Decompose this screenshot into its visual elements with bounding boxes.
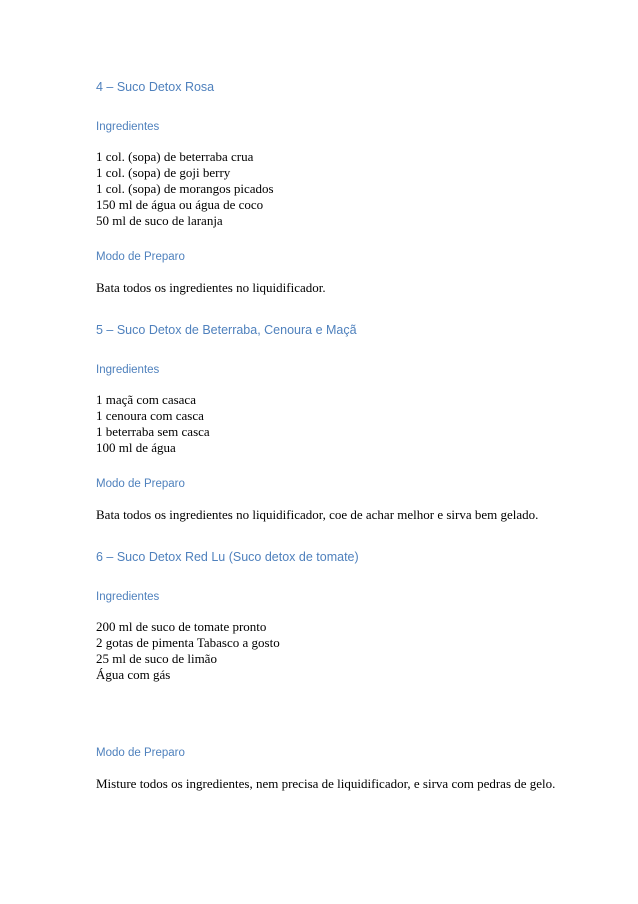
recipe-5 (96, 321, 556, 523)
recipe-title: 5 – Suco Detox de Beterraba, Cenoura e Maçã (96, 323, 357, 337)
ingredients-list (96, 149, 556, 229)
method-heading: Modo de Preparo (96, 747, 185, 759)
ingredient-item: 25 ml de suco de limão (96, 651, 217, 666)
method-text: Misture todos os ingredientes, nem precisa de liquidificador, e sirva com pedras de gelo. (96, 776, 556, 791)
ingredient-item: 100 ml de água (96, 440, 176, 455)
recipe-title: 4 – Suco Detox Rosa (96, 80, 215, 94)
document-page (96, 78, 556, 792)
ingredient-item: 2 gotas de pimenta Tabasco a gosto (96, 635, 280, 650)
ingredients-heading: Ingredientes (96, 364, 160, 376)
recipe-title: 6 – Suco Detox Red Lu (Suco detox de tomate) (96, 550, 359, 564)
ingredient-item: 1 col. (sopa) de goji berry (96, 165, 231, 180)
recipe-4 (96, 78, 556, 296)
ingredient-item: Água com gás (96, 667, 171, 682)
ingredient-item: 1 cenoura com casca (96, 408, 204, 423)
method-heading: Modo de Preparo (96, 478, 185, 490)
ingredients-heading: Ingredientes (96, 591, 160, 603)
method-text: Bata todos os ingredientes no liquidificador. (96, 280, 326, 295)
method-text: Bata todos os ingredientes no liquidificador, coe de achar melhor e sirva bem gelado. (96, 507, 539, 522)
ingredient-item: 50 ml de suco de laranja (96, 213, 223, 228)
recipe-6 (96, 548, 556, 792)
ingredient-item: 1 beterraba sem casca (96, 424, 210, 439)
ingredients-heading: Ingredientes (96, 121, 160, 133)
ingredient-item: 1 maçã com casaca (96, 392, 196, 407)
ingredients-list (96, 619, 556, 683)
ingredient-item: 1 col. (sopa) de morangos picados (96, 181, 274, 196)
ingredients-list (96, 392, 556, 456)
ingredient-item: 200 ml de suco de tomate pronto (96, 619, 267, 634)
ingredient-item: 150 ml de água ou água de coco (96, 197, 264, 212)
method-heading: Modo de Preparo (96, 251, 185, 263)
ingredient-item: 1 col. (sopa) de beterraba crua (96, 149, 254, 164)
